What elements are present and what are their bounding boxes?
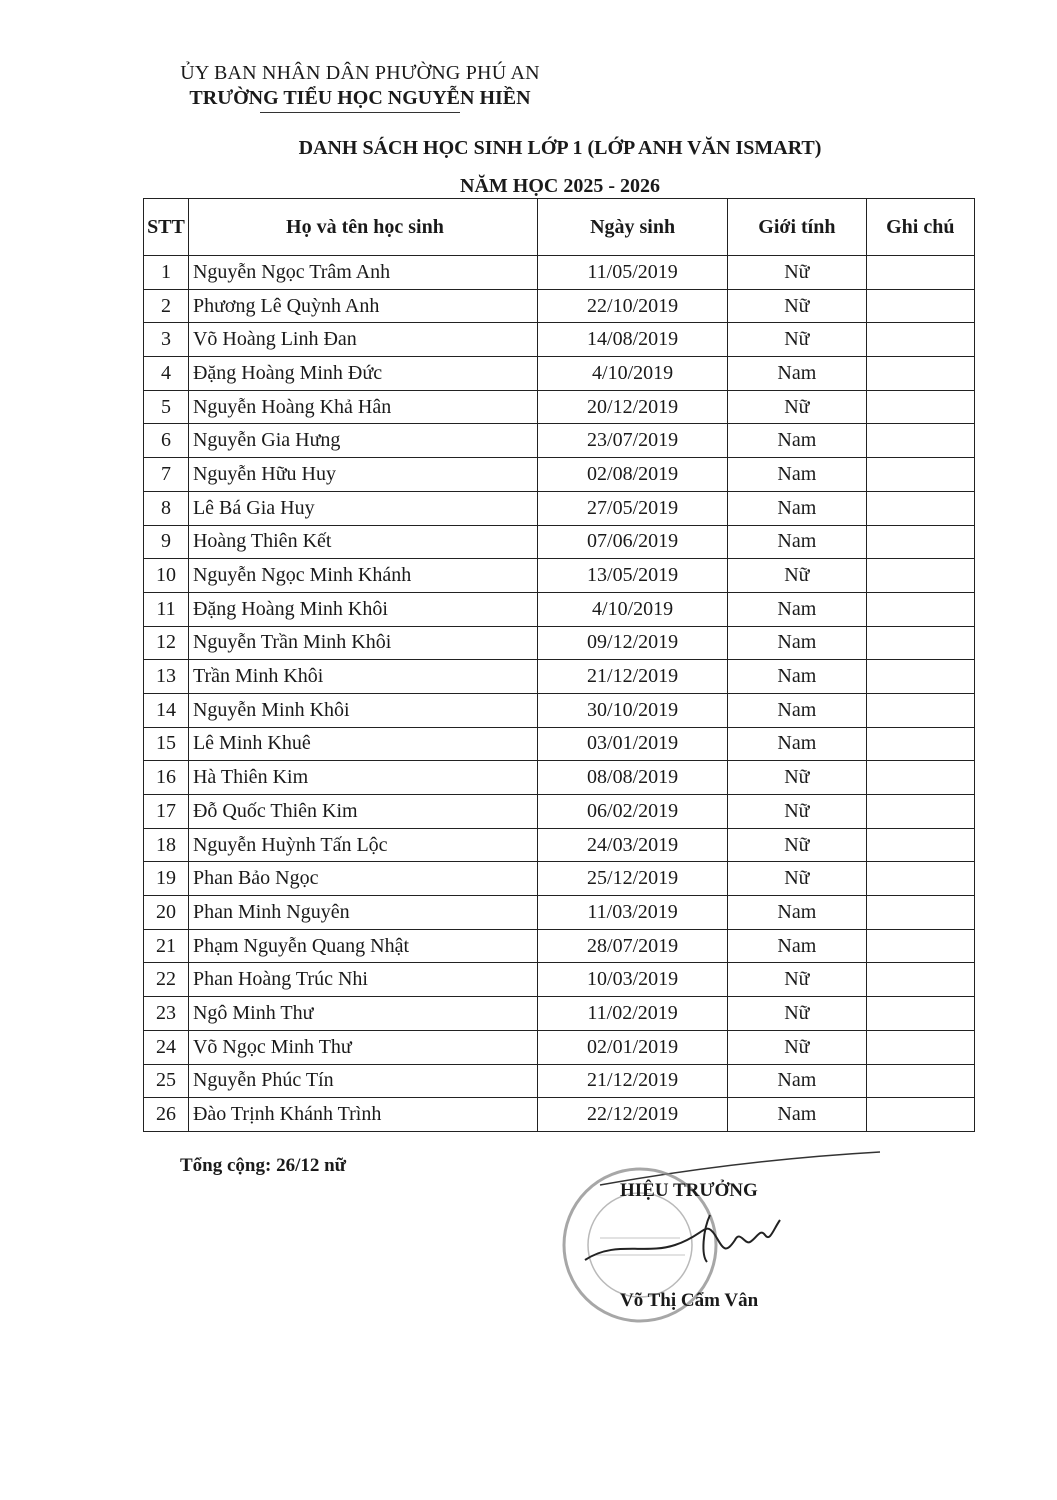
cell-gender: Nữ: [728, 559, 866, 593]
cell-gender: Nam: [728, 458, 866, 492]
cell-birth-date: 09/12/2019: [537, 626, 727, 660]
cell-gender: Nữ: [728, 963, 866, 997]
student-table: [143, 198, 975, 1132]
cell-birth-date: 23/07/2019: [537, 424, 727, 458]
cell-birth-date: 4/10/2019: [537, 357, 727, 391]
table-row: [144, 491, 975, 525]
cell-gender: Nữ: [728, 828, 866, 862]
cell-gender: Nữ: [728, 795, 866, 829]
cell-birth-date: 4/10/2019: [537, 592, 727, 626]
table-row: [144, 997, 975, 1031]
cell-gender: Nam: [728, 592, 866, 626]
table-row: [144, 795, 975, 829]
cell-gender: Nam: [728, 1064, 866, 1098]
table-row: [144, 289, 975, 323]
cell-note: [866, 390, 974, 424]
table-row: [144, 660, 975, 694]
cell-student-name: Phan Hoàng Trúc Nhi: [188, 963, 537, 997]
table-row: [144, 896, 975, 930]
cell-note: [866, 357, 974, 391]
cell-student-name: Võ Ngọc Minh Thư: [188, 1030, 537, 1064]
cell-note: [866, 525, 974, 559]
table-row: [144, 626, 975, 660]
cell-birth-date: 20/12/2019: [537, 390, 727, 424]
cell-note: [866, 828, 974, 862]
cell-stt: 22: [144, 963, 189, 997]
signature-block: [555, 1160, 855, 1330]
cell-student-name: Hoàng Thiên Kết: [188, 525, 537, 559]
cell-gender: Nữ: [728, 997, 866, 1031]
table-row: [144, 458, 975, 492]
school-name: TRƯỜNG TIỂU HỌC NGUYỄN HIỀN: [189, 87, 531, 109]
cell-gender: Nữ: [728, 390, 866, 424]
cell-gender: Nữ: [728, 862, 866, 896]
cell-stt: 7: [144, 458, 189, 492]
cell-stt: 26: [144, 1098, 189, 1132]
cell-note: [866, 289, 974, 323]
cell-stt: 3: [144, 323, 189, 357]
document-title: DANH SÁCH HỌC SINH LỚP 1 (LỚP ANH VĂN ISMART): [298, 137, 822, 159]
cell-student-name: Đỗ Quốc Thiên Kim: [188, 795, 537, 829]
table-row: [144, 862, 975, 896]
table-row: [144, 727, 975, 761]
cell-note: [866, 693, 974, 727]
cell-gender: Nam: [728, 727, 866, 761]
cell-stt: 20: [144, 896, 189, 930]
cell-gender: Nữ: [728, 1030, 866, 1064]
school-underline: [260, 112, 460, 113]
table-header-row: [144, 199, 975, 256]
cell-student-name: Nguyễn Huỳnh Tấn Lộc: [188, 828, 537, 862]
handwritten-signature-icon: [575, 1200, 805, 1280]
cell-student-name: Phan Bảo Ngọc: [188, 862, 537, 896]
cell-note: [866, 559, 974, 593]
cell-gender: Nam: [728, 693, 866, 727]
table-row: [144, 323, 975, 357]
table-row: [144, 525, 975, 559]
cell-note: [866, 323, 974, 357]
cell-student-name: Phương Lê Quỳnh Anh: [188, 289, 537, 323]
cell-note: [866, 862, 974, 896]
cell-birth-date: 30/10/2019: [537, 693, 727, 727]
cell-student-name: Phan Minh Nguyên: [188, 896, 537, 930]
cell-student-name: Nguyễn Gia Hưng: [188, 424, 537, 458]
cell-stt: 13: [144, 660, 189, 694]
cell-stt: 23: [144, 997, 189, 1031]
cell-student-name: Phạm Nguyễn Quang Nhật: [188, 929, 537, 963]
cell-stt: 11: [144, 592, 189, 626]
cell-note: [866, 727, 974, 761]
cell-note: [866, 963, 974, 997]
table-row: [144, 761, 975, 795]
cell-birth-date: 14/08/2019: [537, 323, 727, 357]
cell-stt: 14: [144, 693, 189, 727]
cell-stt: 16: [144, 761, 189, 795]
cell-note: [866, 1030, 974, 1064]
cell-stt: 9: [144, 525, 189, 559]
cell-stt: 6: [144, 424, 189, 458]
table-row: [144, 929, 975, 963]
agency-name: ỦY BAN NHÂN DÂN PHƯỜNG PHÚ AN: [180, 62, 540, 84]
cell-birth-date: 11/03/2019: [537, 896, 727, 930]
cell-note: [866, 795, 974, 829]
table-row: [144, 256, 975, 290]
cell-birth-date: 28/07/2019: [537, 929, 727, 963]
cell-birth-date: 06/02/2019: [537, 795, 727, 829]
cell-birth-date: 13/05/2019: [537, 559, 727, 593]
cell-birth-date: 08/08/2019: [537, 761, 727, 795]
cell-note: [866, 997, 974, 1031]
cell-stt: 4: [144, 357, 189, 391]
cell-student-name: Nguyễn Minh Khôi: [188, 693, 537, 727]
school-year: NĂM HỌC 2025 - 2026: [460, 175, 660, 197]
cell-gender: Nam: [728, 660, 866, 694]
cell-gender: Nam: [728, 1098, 866, 1132]
cell-stt: 24: [144, 1030, 189, 1064]
cell-birth-date: 02/01/2019: [537, 1030, 727, 1064]
column-header-dob: Ngày sinh: [537, 199, 727, 256]
cell-note: [866, 626, 974, 660]
cell-stt: 10: [144, 559, 189, 593]
cell-gender: Nam: [728, 357, 866, 391]
column-header-name: Họ và tên học sinh: [188, 199, 537, 256]
cell-student-name: Trần Minh Khôi: [188, 660, 537, 694]
cell-student-name: Võ Hoàng Linh Đan: [188, 323, 537, 357]
table-row: [144, 1030, 975, 1064]
cell-note: [866, 1064, 974, 1098]
column-header-gender: Giới tính: [728, 199, 866, 256]
table-row: [144, 390, 975, 424]
cell-student-name: Ngô Minh Thư: [188, 997, 537, 1031]
cell-birth-date: 27/05/2019: [537, 491, 727, 525]
cell-stt: 18: [144, 828, 189, 862]
total-summary: Tổng cộng: 26/12 nữ: [180, 1155, 347, 1176]
cell-student-name: Đặng Hoàng Minh Đức: [188, 357, 537, 391]
cell-birth-date: 02/08/2019: [537, 458, 727, 492]
cell-birth-date: 11/05/2019: [537, 256, 727, 290]
cell-note: [866, 1098, 974, 1132]
cell-birth-date: 11/02/2019: [537, 997, 727, 1031]
cell-stt: 19: [144, 862, 189, 896]
signatory-role: HIỆU TRƯỞNG: [620, 1180, 758, 1201]
cell-stt: 8: [144, 491, 189, 525]
signatory-name: Võ Thị Cẩm Vân: [620, 1290, 759, 1311]
cell-stt: 15: [144, 727, 189, 761]
cell-stt: 2: [144, 289, 189, 323]
column-header-stt: STT: [144, 199, 189, 256]
cell-student-name: Nguyễn Hoàng Khả Hân: [188, 390, 537, 424]
table-row: [144, 1098, 975, 1132]
cell-gender: Nam: [728, 626, 866, 660]
cell-gender: Nam: [728, 491, 866, 525]
cell-birth-date: 03/01/2019: [537, 727, 727, 761]
cell-stt: 5: [144, 390, 189, 424]
table-row: [144, 693, 975, 727]
cell-note: [866, 896, 974, 930]
table-row: [144, 1064, 975, 1098]
table-row: [144, 357, 975, 391]
table-row: [144, 424, 975, 458]
cell-student-name: Nguyễn Ngọc Trâm Anh: [188, 256, 537, 290]
cell-birth-date: 22/12/2019: [537, 1098, 727, 1132]
cell-student-name: Nguyễn Phúc Tín: [188, 1064, 537, 1098]
cell-student-name: Nguyễn Trần Minh Khôi: [188, 626, 537, 660]
cell-student-name: Đào Trịnh Khánh Trình: [188, 1098, 537, 1132]
cell-gender: Nữ: [728, 256, 866, 290]
cell-gender: Nam: [728, 424, 866, 458]
table-row: [144, 828, 975, 862]
cell-stt: 1: [144, 256, 189, 290]
cell-note: [866, 660, 974, 694]
cell-note: [866, 491, 974, 525]
cell-birth-date: 25/12/2019: [537, 862, 727, 896]
cell-birth-date: 21/12/2019: [537, 660, 727, 694]
cell-note: [866, 761, 974, 795]
cell-student-name: Lê Minh Khuê: [188, 727, 537, 761]
cell-student-name: Hà Thiên Kim: [188, 761, 537, 795]
cell-stt: 21: [144, 929, 189, 963]
cell-gender: Nữ: [728, 323, 866, 357]
table-row: [144, 559, 975, 593]
cell-student-name: Nguyễn Hữu Huy: [188, 458, 537, 492]
cell-gender: Nữ: [728, 289, 866, 323]
cell-note: [866, 256, 974, 290]
cell-note: [866, 458, 974, 492]
cell-gender: Nam: [728, 929, 866, 963]
cell-student-name: Đặng Hoàng Minh Khôi: [188, 592, 537, 626]
cell-note: [866, 929, 974, 963]
cell-birth-date: 24/03/2019: [537, 828, 727, 862]
cell-student-name: Lê Bá Gia Huy: [188, 491, 537, 525]
table-row: [144, 963, 975, 997]
cell-birth-date: 07/06/2019: [537, 525, 727, 559]
cell-birth-date: 22/10/2019: [537, 289, 727, 323]
cell-gender: Nam: [728, 525, 866, 559]
cell-note: [866, 592, 974, 626]
cell-stt: 25: [144, 1064, 189, 1098]
column-header-note: Ghi chú: [866, 199, 974, 256]
table-row: [144, 592, 975, 626]
cell-birth-date: 21/12/2019: [537, 1064, 727, 1098]
cell-note: [866, 424, 974, 458]
letterhead: [150, 62, 570, 113]
cell-birth-date: 10/03/2019: [537, 963, 727, 997]
cell-student-name: Nguyễn Ngọc Minh Khánh: [188, 559, 537, 593]
cell-stt: 17: [144, 795, 189, 829]
cell-gender: Nữ: [728, 761, 866, 795]
cell-stt: 12: [144, 626, 189, 660]
cell-gender: Nam: [728, 896, 866, 930]
